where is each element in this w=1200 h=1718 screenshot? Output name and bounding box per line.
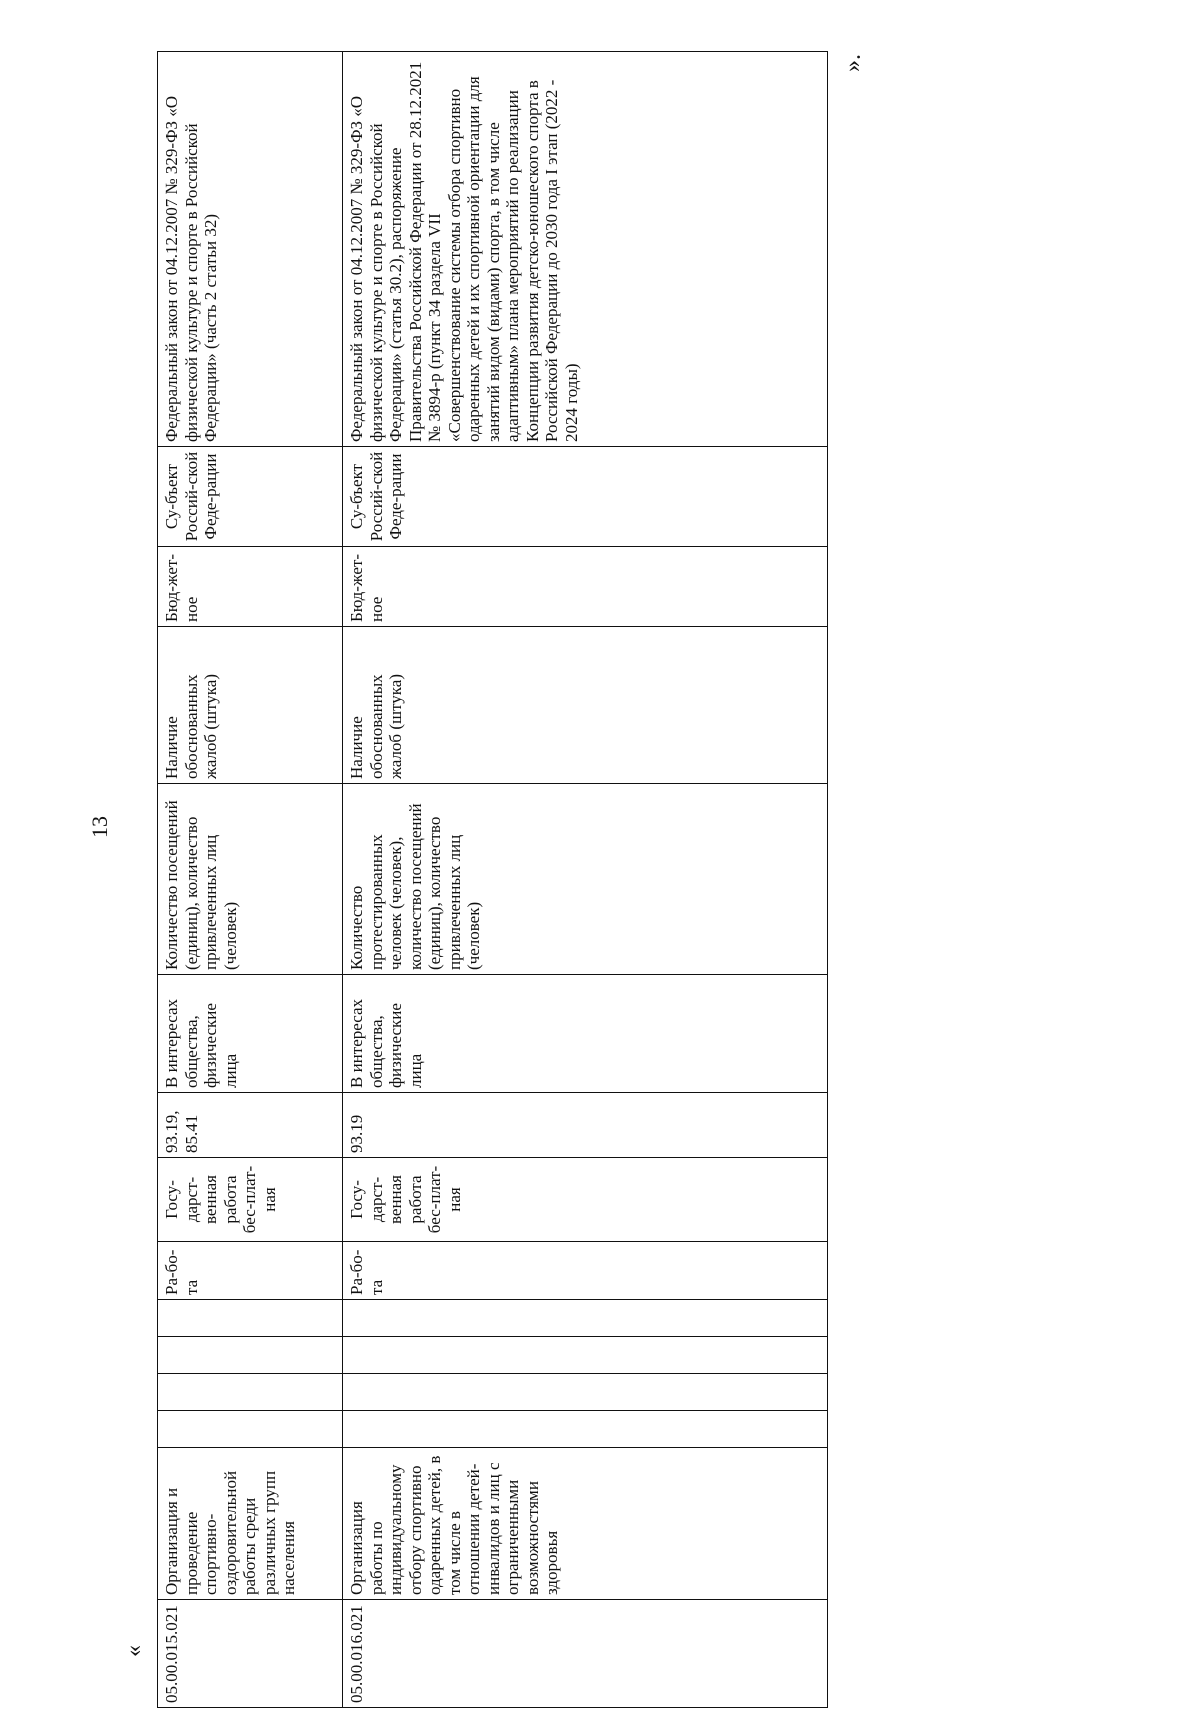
okved-code: 93.19, 85.41 (158, 1093, 343, 1158)
empty-cell (158, 1411, 343, 1448)
service-kind: Госу-дарст-венная работа бес-плат-ная (158, 1158, 343, 1242)
table-row (158, 52, 343, 1708)
service-code: 05.00.016.021 (343, 1600, 828, 1708)
volume-indicator: Количество посещений (единиц), количество привлеченных лиц (человек) (158, 784, 343, 975)
closing-quote: ». (840, 54, 866, 72)
service-type: Ра-бо-та (343, 1242, 828, 1300)
opening-quote: « (121, 1645, 147, 1657)
okved-code: 93.19 (343, 1093, 828, 1158)
empty-cell (158, 1337, 343, 1374)
empty-cell (343, 1411, 828, 1448)
service-kind: Госу-дарст-венная работа бес-плат-ная (343, 1158, 828, 1242)
legal-basis: Федеральный закон от 04.12.2007 № 329-ФЗ «О физической культуре и спорте в Российской Федерации» (часть 2 статьи 32) (158, 52, 343, 447)
founder: Су-бъект Россий-ской Феде-рации (158, 447, 343, 547)
volume-indicator: Количество протестированных человек (человек), количество посещений (единиц), количество привлеченных лиц (человек) (343, 784, 828, 975)
institution-type: Бюд-жет-ное (158, 547, 343, 627)
services-table (157, 51, 828, 1708)
empty-cell (343, 1300, 828, 1337)
page-number: 13 (87, 816, 112, 838)
service-type: Ра-бо-та (158, 1242, 343, 1300)
table-row (343, 52, 828, 1708)
empty-cell (158, 1374, 343, 1411)
institution-type: Бюд-жет-ное (343, 547, 828, 627)
empty-cell (158, 1300, 343, 1337)
consumers: В интересах общества, физические лица (343, 975, 828, 1093)
empty-cell (343, 1337, 828, 1374)
service-name: Организация и проведение спортивно-оздоровительной работы среди различных групп населения (158, 1448, 343, 1600)
quality-indicator: Наличие обоснованных жалоб (штука) (158, 627, 343, 784)
quality-indicator: Наличие обоснованных жалоб (штука) (343, 627, 828, 784)
services-table-rotated (157, 52, 827, 1708)
service-code: 05.00.015.021 (158, 1600, 343, 1708)
founder: Су-бъект Россий-ской Феде-рации (343, 447, 828, 547)
service-name: Организация работы по индивидуальному отбору спортивно одаренных детей, в том числе в отношении детей-инвалидов и лиц с ограниченными возможностями здоровья (343, 1448, 828, 1600)
consumers: В интересах общества, физические лица (158, 975, 343, 1093)
empty-cell (343, 1374, 828, 1411)
legal-basis: Федеральный закон от 04.12.2007 № 329-ФЗ «О физической культуре и спорте в Российской Федерации» (статья 30.2), распоряжение Правительства Российской Федерации от 28.12.2021 № 3894-р (пункт 34 раздела VII «Совершенствование системы отбора спортивно одаренных детей и их спортивной ориентации для занятий видом (видами) спорта, в том числе адаптивным» плана мероприятий по реализации Концепции развития детско-юношеского спорта в Российской Федерации до 2030 года I этап (2022 - 2024 годы) (343, 52, 828, 447)
